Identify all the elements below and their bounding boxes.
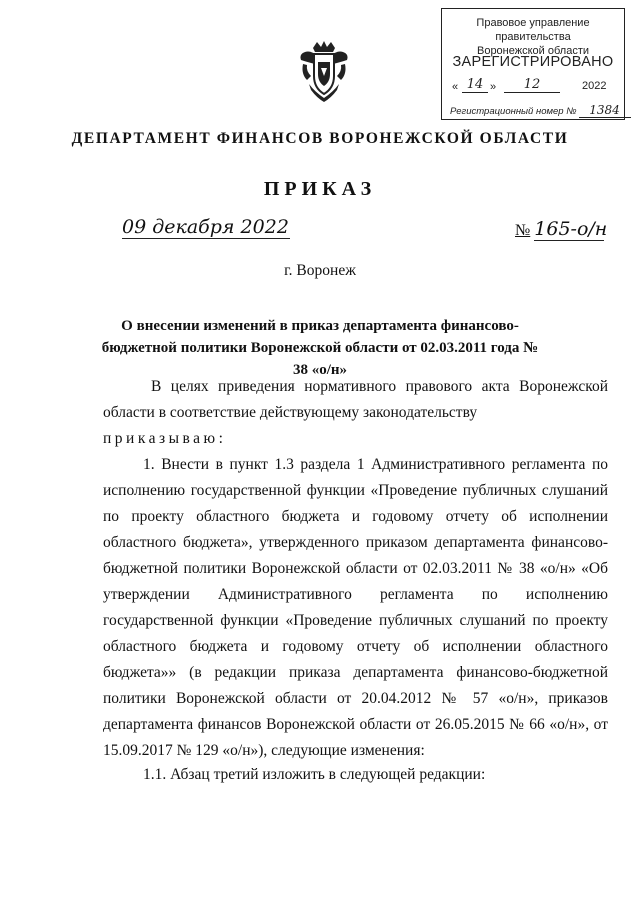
stamp-reg-number-value: 1384	[579, 103, 631, 118]
stamp-quote-close: »	[490, 81, 497, 93]
stamp-quote-open: «	[452, 81, 459, 93]
item-1-paragraph: 1. Внести в пункт 1.3 раздела 1 Административного регламента по исполнению государственной функции «Проведение публичных слушаний по проекту областного бюджета и годовому отчету об исполнении областного бюджета», утвержденного приказом департамента финансово-бюджетной политики Воронежской области от 02.03.2011 № 38 «о/н» «Об утверждении Административного регламента по исполнению государственной функции «Проведение публичных слушаний по проекту областного бюджета и годовому отчету об исполнении областного бюджета»» (в редакции приказа департамента финансово-бюджетной политики Воронежской области от 20.04.2012 № 57 «о/н», приказов департамента финансов Воронежской области от 26.05.2015 № 66 «о/н», от 15.09.2017 № 129 «о/н»), следующие изменения:	[103, 456, 608, 759]
stamp-date	[452, 77, 616, 97]
stamp-org-line1: Правовое управление правительства	[476, 17, 590, 43]
department-name: ДЕПАРТАМЕНТ ФИНАНСОВ ВОРОНЕЖСКОЙ ОБЛАСТИ	[71, 130, 569, 147]
preamble-paragraph: В целях приведения нормативного правового акта Воронежской области в соответствие действующему законодательству	[103, 378, 608, 421]
city: г. Воронеж	[284, 262, 356, 279]
coat-of-arms-icon	[297, 40, 351, 104]
document-title: ПРИКАЗ	[263, 178, 377, 200]
item-1-1-paragraph: 1.1. Абзац третий изложить в следующей редакции:	[143, 766, 486, 783]
document-subject: О внесении изменений в приказ департамента финансово-бюджетной политики Воронежской области от 02.03.2011 года № 38 «о/н»	[101, 318, 539, 378]
number-sign: №	[515, 222, 531, 239]
stamp-month: 12	[504, 77, 560, 93]
document-number	[515, 218, 608, 241]
stamp-organization	[442, 16, 624, 58]
stamp-day: 14	[462, 77, 488, 93]
stamp-reg-number-label: Регистрационный номер №	[450, 106, 577, 117]
stamp-reg-number	[450, 103, 631, 118]
handwritten-date: 09 декабря 2022	[122, 216, 289, 238]
stamp-org-line2: Воронежской области	[476, 45, 589, 57]
handwritten-number: 165-о/н	[534, 218, 608, 240]
registration-stamp	[441, 8, 625, 120]
stamp-year: 2022	[582, 80, 607, 92]
stamp-registered-label: ЗАРЕГИСТРИРОВАНО	[452, 54, 614, 70]
order-word: приказываю:	[103, 430, 227, 447]
